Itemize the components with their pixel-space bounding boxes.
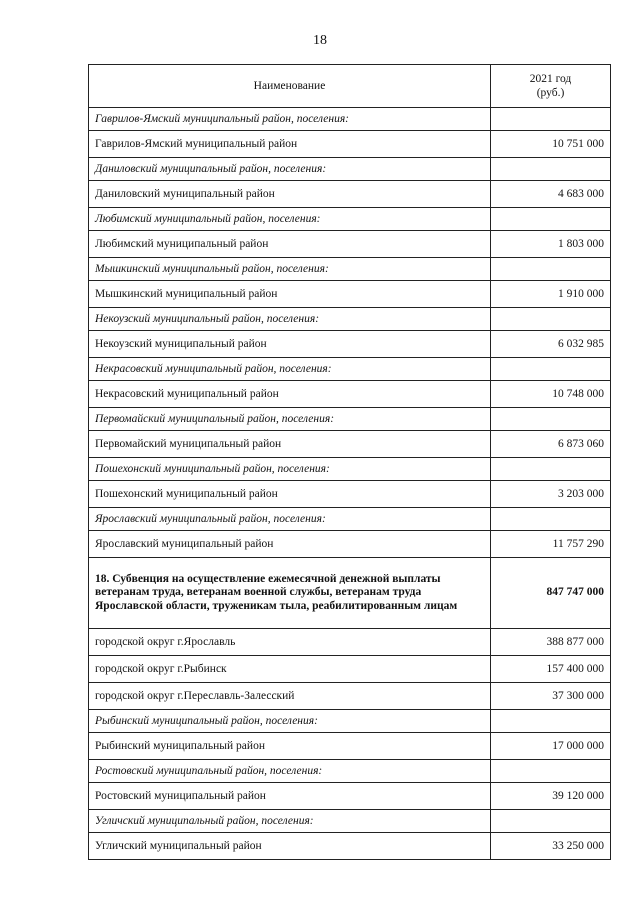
group-header-row: [89, 308, 611, 331]
table-row: [89, 331, 611, 358]
column-header-unit: (руб.): [536, 87, 565, 99]
row-name: Гаврилов-Ямский муниципальный район: [89, 131, 491, 158]
row-amount: 157 400 000: [491, 656, 611, 683]
row-amount: [491, 258, 611, 281]
row-amount: [491, 208, 611, 231]
group-header-row: [89, 108, 611, 131]
row-name: городской округ г.Ярославль: [89, 629, 491, 656]
row-name: Даниловский муниципальный район: [89, 181, 491, 208]
section-row: [89, 558, 611, 629]
table-row: [89, 783, 611, 810]
group-header-row: [89, 760, 611, 783]
row-name: Угличский муниципальный район, поселения:: [89, 810, 491, 833]
row-name: Пошехонский муниципальный район, поселения:: [89, 458, 491, 481]
group-header-row: [89, 710, 611, 733]
row-name: Ярославский муниципальный район: [89, 531, 491, 558]
budget-table: [88, 64, 611, 860]
row-name: Рыбинский муниципальный район, поселения:: [89, 710, 491, 733]
row-name: Любимский муниципальный район, поселения:: [89, 208, 491, 231]
section-amount: 847 747 000: [491, 558, 611, 629]
row-amount: 17 000 000: [491, 733, 611, 760]
row-amount: 10 751 000: [491, 131, 611, 158]
row-name: Первомайский муниципальный район: [89, 431, 491, 458]
table-row: [89, 629, 611, 656]
row-name: Даниловский муниципальный район, поселения:: [89, 158, 491, 181]
row-amount: [491, 108, 611, 131]
row-amount: 6 032 985: [491, 331, 611, 358]
group-header-row: [89, 208, 611, 231]
row-name: Мышкинский муниципальный район, поселения:: [89, 258, 491, 281]
table-row: [89, 381, 611, 408]
row-name: Любимский муниципальный район: [89, 231, 491, 258]
row-amount: 3 203 000: [491, 481, 611, 508]
group-header-row: [89, 810, 611, 833]
row-amount: [491, 408, 611, 431]
row-name: Ростовский муниципальный район: [89, 783, 491, 810]
row-amount: 39 120 000: [491, 783, 611, 810]
column-header-name: Наименование: [89, 65, 491, 108]
table-row: [89, 733, 611, 760]
table-row: [89, 431, 611, 458]
row-amount: [491, 358, 611, 381]
row-name: Пошехонский муниципальный район: [89, 481, 491, 508]
row-name: Мышкинский муниципальный район: [89, 281, 491, 308]
row-name: Некоузский муниципальный район, поселения:: [89, 308, 491, 331]
table-header-row: [89, 65, 611, 108]
table-row: [89, 683, 611, 710]
row-name: Ростовский муниципальный район, поселения:: [89, 760, 491, 783]
row-amount: 11 757 290: [491, 531, 611, 558]
table-row: [89, 481, 611, 508]
row-amount: 33 250 000: [491, 833, 611, 860]
row-amount: 4 683 000: [491, 181, 611, 208]
row-name: Некоузский муниципальный район: [89, 331, 491, 358]
group-header-row: [89, 158, 611, 181]
table-row: [89, 181, 611, 208]
group-header-row: [89, 408, 611, 431]
row-name: Ярославский муниципальный район, поселения:: [89, 508, 491, 531]
row-amount: 1 910 000: [491, 281, 611, 308]
group-header-row: [89, 458, 611, 481]
row-amount: [491, 158, 611, 181]
row-amount: [491, 760, 611, 783]
column-header-year: [491, 65, 611, 108]
row-name: Угличский муниципальный район: [89, 833, 491, 860]
page-number: 18: [313, 33, 327, 48]
row-name: Некрасовский муниципальный район, поселения:: [89, 358, 491, 381]
table-row: [89, 833, 611, 860]
row-amount: 37 300 000: [491, 683, 611, 710]
table-row: [89, 531, 611, 558]
row-name: Гаврилов-Ямский муниципальный район, поселения:: [89, 108, 491, 131]
table-body: [89, 108, 611, 860]
row-amount: 388 877 000: [491, 629, 611, 656]
table-row: [89, 281, 611, 308]
row-amount: [491, 308, 611, 331]
group-header-row: [89, 358, 611, 381]
row-name: городской округ г.Переславль-Залесский: [89, 683, 491, 710]
row-amount: [491, 710, 611, 733]
column-header-year-label: 2021 год: [529, 73, 572, 85]
row-name: Некрасовский муниципальный район: [89, 381, 491, 408]
row-amount: 1 803 000: [491, 231, 611, 258]
row-amount: 6 873 060: [491, 431, 611, 458]
table-row: [89, 656, 611, 683]
row-name: Рыбинский муниципальный район: [89, 733, 491, 760]
row-name: городской округ г.Рыбинск: [89, 656, 491, 683]
row-amount: [491, 458, 611, 481]
table-row: [89, 131, 611, 158]
row-amount: [491, 810, 611, 833]
row-amount: [491, 508, 611, 531]
section-title: 18. Субвенция на осуществление ежемесячной денежной выплаты ветеранам труда, ветеранам военной службы, ветеранам труда Ярославской области, труженикам тыла, реабилитированным лицам: [89, 558, 491, 629]
row-amount: 10 748 000: [491, 381, 611, 408]
group-header-row: [89, 258, 611, 281]
row-name: Первомайский муниципальный район, поселения:: [89, 408, 491, 431]
table-row: [89, 231, 611, 258]
group-header-row: [89, 508, 611, 531]
